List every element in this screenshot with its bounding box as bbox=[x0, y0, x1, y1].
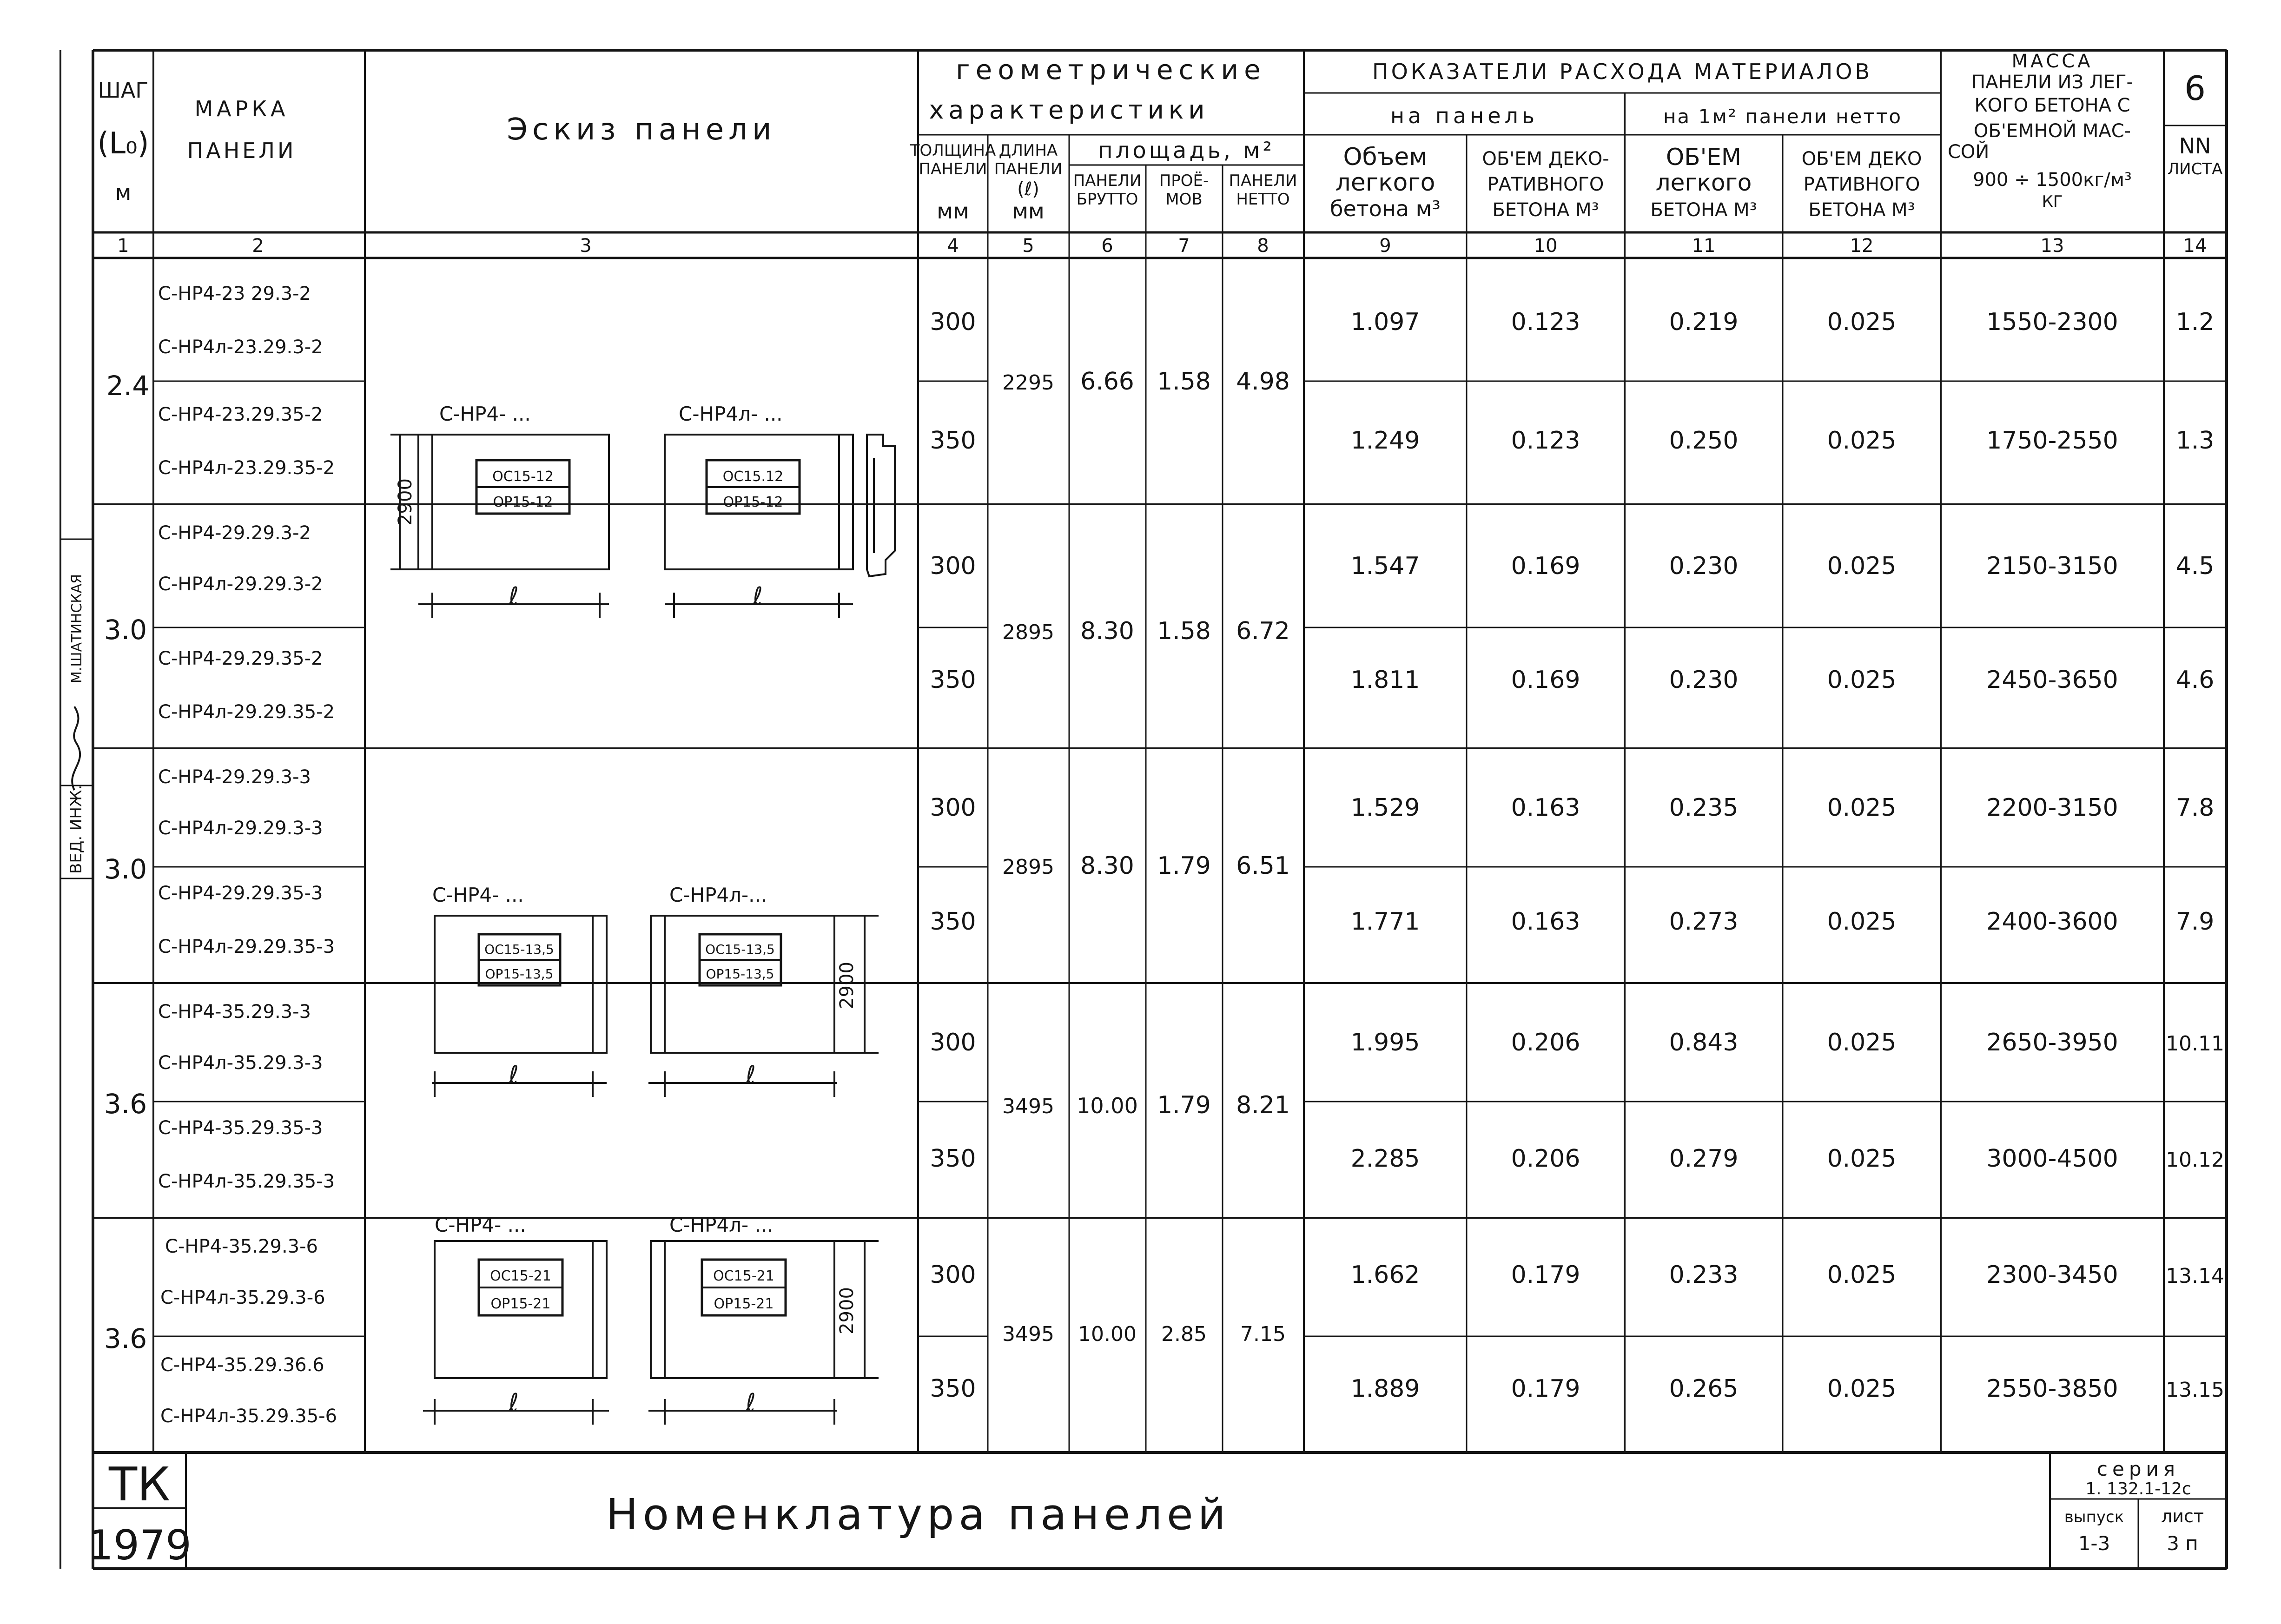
vol-light-value: 1.889 bbox=[1350, 1375, 1420, 1403]
panel-mark: С-НР4л-35.29.35-6 bbox=[160, 1406, 337, 1427]
vol-light-m2-value: 0.235 bbox=[1669, 794, 1739, 822]
panel-mark: С-НР4л-29.29.35-3 bbox=[158, 936, 335, 957]
net-label-1: ПАНЕЛИ bbox=[1229, 172, 1297, 190]
vol-light-value: 1.771 bbox=[1350, 908, 1420, 936]
net-area-value: 6.51 bbox=[1236, 852, 1290, 880]
mark-label-2: ПАНЕЛИ bbox=[187, 138, 297, 163]
vol-deco-label-1: ОБ'ЕМ ДЕКО- bbox=[1482, 148, 1609, 170]
gross-area-value: 8.30 bbox=[1080, 617, 1134, 645]
panel-mark: С-НР4-35.29.35-3 bbox=[158, 1117, 323, 1139]
vol-deco-value: 0.179 bbox=[1511, 1375, 1580, 1403]
gross-area-value: 10.00 bbox=[1077, 1093, 1138, 1118]
net-area-value: 6.72 bbox=[1236, 617, 1290, 645]
column-number: 9 bbox=[1379, 235, 1391, 257]
window-label: ОС15-13,5 bbox=[705, 942, 775, 957]
gross-area-value: 6.66 bbox=[1080, 368, 1134, 396]
sheet-title: Номенклатура панелей bbox=[606, 1490, 1230, 1539]
thickness-value: 350 bbox=[930, 1145, 976, 1173]
openings-label-2: МОВ bbox=[1165, 190, 1203, 209]
vol-deco-label-2: РАТИВНОГО bbox=[1487, 174, 1604, 195]
mass-value: 2300-3450 bbox=[1986, 1261, 2118, 1289]
panel-sketch-c bbox=[423, 1214, 879, 1425]
window-label: ОС15-21 bbox=[490, 1268, 551, 1284]
table-row bbox=[930, 908, 2214, 936]
mass-label-6: 900 ÷ 1500кг/м³ bbox=[1973, 169, 2132, 191]
sheet-label: лист bbox=[2161, 1506, 2204, 1526]
mass-value: 2650-3950 bbox=[1986, 1029, 2118, 1056]
table-group bbox=[104, 522, 2214, 723]
mass-label-2: ПАНЕЛИ ИЗ ЛЕГ- bbox=[1971, 72, 2133, 93]
mass-value: 2550-3850 bbox=[1986, 1375, 2118, 1403]
thickness-unit: мм bbox=[937, 198, 969, 224]
window-label: ОР15-21 bbox=[714, 1296, 774, 1312]
gross-area-value: 10.00 bbox=[1078, 1322, 1137, 1346]
height-dimension: 2900 bbox=[395, 478, 416, 526]
vol-light-value: 2.285 bbox=[1350, 1145, 1420, 1173]
panel-mark: С-НР4л-23.29.35-2 bbox=[158, 457, 335, 479]
table-row bbox=[930, 552, 2214, 580]
mass-value: 3000-4500 bbox=[1986, 1145, 2118, 1173]
step-value: 3.6 bbox=[104, 1088, 147, 1120]
net-area-value: 4.98 bbox=[1236, 368, 1290, 396]
length-value: 2295 bbox=[1002, 371, 1054, 395]
column-number: 1 bbox=[117, 235, 129, 257]
thickness-value: 300 bbox=[930, 308, 976, 336]
vol-deco-value: 0.123 bbox=[1511, 308, 1580, 336]
panel-mark: С-НР4л-35.29.3-6 bbox=[160, 1287, 325, 1308]
window-label: ОР15-21 bbox=[490, 1296, 551, 1312]
length-value: 2895 bbox=[1002, 855, 1054, 879]
length-label-1: ДЛИНА bbox=[998, 141, 1058, 160]
vol-deco-m2-value: 0.025 bbox=[1827, 1145, 1897, 1173]
vol-light-m2-value: 0.843 bbox=[1669, 1029, 1739, 1056]
panel-mark: С-НР4-23.29.35-2 bbox=[158, 404, 323, 425]
net-label-2: НЕТТО bbox=[1236, 190, 1290, 209]
column-number: 3 bbox=[580, 235, 592, 257]
panel-mark: С-НР4л-23.29.3-2 bbox=[158, 337, 323, 358]
vol-deco-m2-label-2: РАТИВНОГО bbox=[1803, 174, 1920, 195]
stamp-name: М.ШАТИНСКАЯ bbox=[69, 574, 85, 683]
sheet-ref-value: 13.15 bbox=[2166, 1378, 2224, 1402]
height-dimension: 2900 bbox=[836, 1287, 858, 1334]
thickness-value: 350 bbox=[930, 908, 976, 936]
vol-light-value: 1.547 bbox=[1350, 552, 1420, 580]
panel-mark: С-НР4-29.29.35-3 bbox=[158, 883, 323, 904]
step-value: 3.6 bbox=[104, 1323, 147, 1354]
table-row bbox=[930, 308, 2214, 336]
mark-label-1: МАРКА bbox=[194, 96, 289, 121]
column-number: 8 bbox=[1257, 235, 1269, 257]
vol-light-m2-value: 0.273 bbox=[1669, 908, 1739, 936]
panel-mark: С-НР4-35.29.36.6 bbox=[160, 1354, 324, 1376]
vol-deco-m2-value: 0.025 bbox=[1827, 552, 1897, 580]
vol-deco-m2-value: 0.025 bbox=[1827, 1261, 1897, 1289]
step-symbol: (L₀) bbox=[97, 126, 149, 161]
column-number: 2 bbox=[252, 235, 264, 257]
length-dimension: ℓ bbox=[746, 1389, 756, 1417]
panel-sketch-b bbox=[432, 884, 879, 1097]
mass-label-4: ОБ'ЕМНОЙ МАС- bbox=[1973, 120, 2131, 142]
length-value: 3495 bbox=[1002, 1322, 1054, 1346]
sheet-value: 3 п bbox=[2167, 1532, 2198, 1555]
panel-mark: С-НР4-29.29.3-2 bbox=[158, 522, 311, 544]
sheet-ref-value: 10.12 bbox=[2166, 1148, 2224, 1172]
vol-deco-value: 0.123 bbox=[1511, 427, 1580, 455]
table-group bbox=[104, 766, 2214, 957]
vol-light-value: 1.662 bbox=[1350, 1261, 1420, 1289]
geometry-title-2: характеристики bbox=[929, 95, 1210, 125]
vol-deco-value: 0.169 bbox=[1511, 666, 1580, 694]
step-unit: м bbox=[115, 180, 132, 205]
vol-deco-label-3: БЕТОНА М³ bbox=[1492, 199, 1599, 221]
length-symbol: (ℓ) bbox=[1017, 178, 1039, 200]
vol-deco-m2-value: 0.025 bbox=[1827, 1375, 1897, 1403]
window-label: ОР15-13,5 bbox=[485, 966, 554, 982]
panel-mark: С-НР4л-29.29.3-3 bbox=[158, 818, 323, 839]
panel-mark: С-НР4-35.29.3-6 bbox=[165, 1236, 318, 1257]
geometry-title-1: геометрические bbox=[956, 54, 1266, 86]
window-label: ОР15-13,5 bbox=[706, 966, 774, 982]
materials-title: ПОКАЗАТЕЛИ РАСХОДА МАТЕРИАЛОВ bbox=[1372, 59, 1873, 84]
sketch-label: Эскиз панели bbox=[507, 112, 776, 147]
panel-mark: С-НР4-29.29.35-2 bbox=[158, 648, 323, 669]
column-number: 13 bbox=[2040, 235, 2064, 257]
column-number: 6 bbox=[1101, 235, 1113, 257]
length-dimension: ℓ bbox=[746, 1061, 756, 1089]
panel-sketch-label: С-НР4- ... bbox=[432, 884, 524, 906]
mass-value: 2200-3150 bbox=[1986, 794, 2118, 822]
table-row bbox=[930, 427, 2214, 455]
window-label: ОС15-13,5 bbox=[484, 942, 554, 957]
sheet-ref-value: 1.3 bbox=[2175, 427, 2215, 455]
vol-light-m2-value: 0.230 bbox=[1669, 666, 1739, 694]
length-dimension: ℓ bbox=[509, 1061, 519, 1089]
area-label: площадь, м² bbox=[1098, 138, 1275, 164]
vol-light-m2-label-2: легкого bbox=[1655, 169, 1752, 196]
panel-sketch-label: С-НР4л-... bbox=[669, 884, 767, 906]
table-group bbox=[104, 1236, 2224, 1427]
table-row bbox=[930, 1261, 2224, 1289]
column-number: 11 bbox=[1692, 235, 1716, 257]
vol-light-m2-label-1: ОБ'ЕМ bbox=[1666, 144, 1742, 171]
table-grid bbox=[60, 50, 2227, 1569]
vol-light-label-3: бетона м³ bbox=[1330, 196, 1441, 221]
table-row bbox=[930, 1029, 2224, 1056]
sheet-ref-value: 4.6 bbox=[2175, 666, 2215, 694]
length-dimension: ℓ bbox=[753, 582, 763, 610]
vol-deco-value: 0.206 bbox=[1511, 1029, 1580, 1056]
thickness-value: 350 bbox=[930, 666, 976, 694]
panel-mark: С-НР4-35.29.3-3 bbox=[158, 1001, 311, 1023]
vol-light-value: 1.097 bbox=[1350, 308, 1420, 336]
gross-label-1: ПАНЕЛИ bbox=[1073, 172, 1142, 190]
table-row bbox=[930, 1145, 2224, 1173]
vol-deco-m2-value: 0.025 bbox=[1827, 794, 1897, 822]
per-panel-label: на панель bbox=[1390, 103, 1539, 128]
mass-label-1: МАССА bbox=[2011, 51, 2093, 72]
table-group bbox=[104, 1001, 2224, 1192]
table-row bbox=[930, 794, 2214, 822]
step-label: ШАГ bbox=[98, 78, 149, 103]
vol-light-label-2: легкого bbox=[1335, 169, 1435, 197]
openings-area-value: 1.58 bbox=[1157, 617, 1211, 645]
thickness-label-2: ПАНЕЛИ bbox=[919, 160, 987, 178]
thickness-value: 300 bbox=[930, 794, 976, 822]
openings-area-value: 1.79 bbox=[1157, 852, 1211, 880]
panel-mark: С-НР4-23 29.3-2 bbox=[158, 283, 311, 304]
vol-light-m2-value: 0.250 bbox=[1669, 427, 1739, 455]
org-year: 1979 bbox=[87, 1521, 192, 1569]
sheet-ref-value: 7.8 bbox=[2175, 794, 2215, 822]
column-number: 10 bbox=[1534, 235, 1558, 257]
sheet-nn-label-2: ЛИСТА bbox=[2167, 160, 2223, 178]
column-numbers-row bbox=[117, 235, 2207, 257]
vol-deco-value: 0.163 bbox=[1511, 908, 1580, 936]
openings-area-value: 2.85 bbox=[1161, 1322, 1207, 1346]
vol-light-value: 1.811 bbox=[1350, 666, 1420, 694]
thickness-value: 350 bbox=[930, 1375, 976, 1403]
stamp-position: ВЕД. ИНЖ. bbox=[67, 785, 86, 874]
vol-deco-value: 0.179 bbox=[1511, 1261, 1580, 1289]
step-value: 2.4 bbox=[106, 370, 150, 402]
openings-label-1: ПРОЁ- bbox=[1159, 172, 1209, 190]
vol-light-value: 1.529 bbox=[1350, 794, 1420, 822]
vol-light-m2-value: 0.265 bbox=[1669, 1375, 1739, 1403]
mass-unit: КГ bbox=[2042, 192, 2063, 211]
vol-light-value: 1.995 bbox=[1350, 1029, 1420, 1056]
org-code: ТК bbox=[108, 1457, 171, 1512]
column-number: 5 bbox=[1022, 235, 1034, 257]
vol-deco-m2-value: 0.025 bbox=[1827, 427, 1897, 455]
table-header bbox=[97, 51, 2222, 224]
mass-label-3: КОГО БЕТОНА С bbox=[1974, 95, 2130, 116]
vol-deco-m2-label-3: БЕТОНА М³ bbox=[1808, 199, 1915, 221]
length-value: 2895 bbox=[1002, 621, 1054, 644]
net-area-value: 8.21 bbox=[1236, 1091, 1290, 1119]
sheet-ref-value: 4.5 bbox=[2175, 552, 2215, 580]
window-label: ОС15-12 bbox=[492, 469, 554, 485]
panel-mark: С-НР4-29.29.3-3 bbox=[158, 766, 311, 788]
sheet-ref-value: 10.11 bbox=[2166, 1032, 2224, 1056]
panel-mark: С-НР4л-35.29.35-3 bbox=[158, 1171, 335, 1192]
vol-light-m2-value: 0.233 bbox=[1669, 1261, 1739, 1289]
window-label: ОС15-21 bbox=[713, 1268, 774, 1284]
series-label: серия bbox=[2096, 1458, 2180, 1480]
side-stamp bbox=[67, 574, 86, 874]
vol-deco-m2-value: 0.025 bbox=[1827, 666, 1897, 694]
vol-light-m2-value: 0.230 bbox=[1669, 552, 1739, 580]
sheet-ref-value: 13.14 bbox=[2166, 1264, 2224, 1288]
panel-sketch-a bbox=[390, 403, 895, 618]
thickness-value: 350 bbox=[930, 427, 976, 455]
mass-value: 2400-3600 bbox=[1986, 908, 2118, 936]
sheet-ref-value: 7.9 bbox=[2175, 908, 2215, 936]
length-value: 3495 bbox=[1002, 1095, 1054, 1118]
sheet-ref-value: 1.2 bbox=[2175, 308, 2215, 336]
length-label-2: ПАНЕЛИ bbox=[994, 160, 1063, 178]
vol-deco-value: 0.206 bbox=[1511, 1145, 1580, 1173]
thickness-label-1: ТОЛЩИНА bbox=[910, 141, 996, 160]
vol-deco-m2-value: 0.025 bbox=[1827, 908, 1897, 936]
column-number: 7 bbox=[1178, 235, 1190, 257]
net-area-value: 7.15 bbox=[1240, 1322, 1286, 1346]
signature-mark bbox=[72, 706, 80, 790]
vol-light-m2-label-3: БЕТОНА М³ bbox=[1650, 199, 1757, 221]
mass-value: 2150-3150 bbox=[1986, 552, 2118, 580]
vol-deco-value: 0.163 bbox=[1511, 794, 1580, 822]
panel-sketch-label: С-НР4л- ... bbox=[679, 403, 783, 425]
table-row bbox=[930, 666, 2214, 694]
vol-deco-m2-label-1: ОБ'ЕМ ДЕКО bbox=[1801, 148, 1922, 170]
mass-value: 1750-2550 bbox=[1986, 427, 2118, 455]
series-value: 1. 132.1-12с bbox=[2085, 1479, 2191, 1499]
title-block bbox=[87, 1457, 2204, 1569]
length-unit: мм bbox=[1012, 198, 1045, 224]
panel-sketch-label: С-НР4- ... bbox=[435, 1214, 526, 1236]
table-row bbox=[930, 1375, 2224, 1403]
thickness-value: 300 bbox=[930, 552, 976, 580]
panel-mark: С-НР4л-29.29.3-2 bbox=[158, 574, 323, 595]
length-dimension: ℓ bbox=[509, 582, 519, 610]
thickness-value: 300 bbox=[930, 1029, 976, 1056]
panel-mark: С-НР4л-29.29.35-2 bbox=[158, 701, 335, 723]
panel-mark: С-НР4л-35.29.3-3 bbox=[158, 1052, 323, 1074]
step-value: 3.0 bbox=[104, 853, 147, 885]
mass-label-5: СОЙ bbox=[1948, 141, 1990, 163]
panel-sketch-label: С-НР4- ... bbox=[439, 403, 531, 425]
vol-deco-value: 0.169 bbox=[1511, 552, 1580, 580]
window-label: ОР15-12 bbox=[493, 494, 553, 510]
mass-value: 2450-3650 bbox=[1986, 666, 2118, 694]
window-label: ОС15.12 bbox=[722, 469, 784, 485]
column-number: 4 bbox=[947, 235, 959, 257]
openings-area-value: 1.79 bbox=[1157, 1091, 1211, 1119]
column-number: 12 bbox=[1850, 235, 1874, 257]
sheet-number-big: 6 bbox=[2184, 69, 2206, 108]
panel-sketch-label: С-НР4л- ... bbox=[669, 1214, 774, 1236]
vol-deco-m2-value: 0.025 bbox=[1827, 1029, 1897, 1056]
gross-area-value: 8.30 bbox=[1080, 852, 1134, 880]
length-dimension: ℓ bbox=[509, 1389, 519, 1417]
issue-value: 1-3 bbox=[2078, 1532, 2110, 1555]
vol-deco-m2-value: 0.025 bbox=[1827, 308, 1897, 336]
gross-label-2: БРУТТО bbox=[1076, 190, 1138, 209]
vol-light-m2-value: 0.219 bbox=[1669, 308, 1739, 336]
height-dimension: 2900 bbox=[836, 962, 858, 1009]
issue-label: выпуск bbox=[2064, 1508, 2124, 1526]
vol-light-m2-value: 0.279 bbox=[1669, 1145, 1739, 1173]
vol-light-value: 1.249 bbox=[1350, 427, 1420, 455]
window-label: ОР15-12 bbox=[723, 494, 783, 510]
mass-value: 1550-2300 bbox=[1986, 308, 2118, 336]
vol-light-label-1: Объем bbox=[1343, 143, 1428, 171]
column-number: 14 bbox=[2183, 235, 2207, 257]
step-value: 3.0 bbox=[104, 614, 147, 646]
thickness-value: 300 bbox=[930, 1261, 976, 1289]
openings-area-value: 1.58 bbox=[1157, 368, 1211, 396]
per-m2-label: на 1м² панели нетто bbox=[1663, 105, 1903, 128]
sheet-nn-label-1: NN bbox=[2179, 133, 2211, 158]
